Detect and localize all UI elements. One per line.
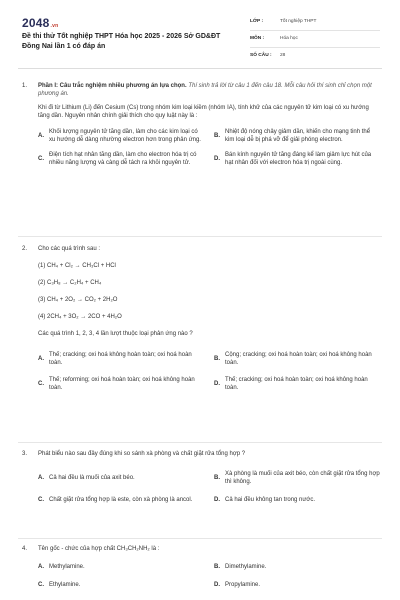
option-a[interactable]	[38, 351, 204, 367]
option-letter: A.	[38, 564, 44, 571]
option-text: Cả hai đều là muối của axit béo.	[49, 475, 135, 482]
option-c[interactable]	[38, 376, 204, 392]
part-heading	[38, 82, 380, 98]
option-text: Chất giặt rửa tổng hợp là este, còn xà phòng là ancol.	[49, 497, 193, 504]
site-logo[interactable]	[22, 15, 58, 31]
meta-row-class	[250, 14, 380, 31]
option-text: Thế; reforming; oxi hoá hoàn toàn; oxi hoá không hoàn toàn.	[49, 376, 195, 391]
meta-value: Hóa học	[280, 35, 298, 41]
option-b[interactable]	[214, 351, 380, 367]
answer-options	[38, 351, 380, 392]
option-letter: C.	[38, 582, 44, 589]
option-letter: A.	[38, 133, 44, 140]
option-a[interactable]	[38, 563, 204, 571]
meta-key: MÔN :	[250, 35, 265, 41]
question-1	[22, 82, 380, 167]
question-stem: Phát biểu nào sau đây đúng khi so sánh xà phòng và chất giặt rửa tổng hợp ?	[38, 451, 246, 457]
meta-value: 28	[280, 53, 286, 59]
option-b[interactable]	[214, 128, 380, 144]
question-prompt: Các quá trình 1, 2, 3, 4 lần lượt thuộc loại phản ứng nào ?	[38, 331, 193, 338]
logo-sub: .vn	[50, 23, 59, 29]
header-divider	[18, 68, 382, 69]
meta-key: LỚP :	[250, 18, 264, 24]
option-text: Propylamine.	[225, 582, 261, 589]
part-title: Phần I: Câu trắc nghiệm nhiều phương án lựa chọn.	[38, 83, 187, 89]
question-number: 3.	[22, 451, 28, 457]
question-stem: Tên gốc - chức của hợp chất CH₃CH₂NH₂ là :	[38, 546, 160, 552]
option-letter: C.	[38, 380, 44, 387]
question-number: 1.	[22, 83, 28, 89]
meta-key: SỐ CÂU :	[250, 53, 272, 59]
question-stem: Cho các quá trình sau :	[38, 246, 101, 252]
option-letter: D.	[214, 497, 220, 504]
part-instructions: Thí sinh trả lời từ câu 1 đến câu 18. Mỗi câu hỏi thí sinh chỉ chọn một phương án.	[38, 83, 372, 98]
option-d[interactable]	[214, 581, 380, 589]
option-text: Thế; cracking; oxi hoá không hoàn toàn; oxi hoá hoàn toàn.	[49, 351, 192, 366]
option-letter: C.	[38, 155, 44, 162]
answer-options	[38, 470, 380, 504]
document-header	[0, 0, 400, 66]
option-text: Điện tích hạt nhân tăng dần, làm cho electron hóa trị có nhiều năng lượng và càng dễ tách ra khỏi nguyên tử.	[49, 151, 197, 166]
option-d[interactable]	[214, 376, 380, 392]
option-b[interactable]	[214, 470, 380, 486]
option-text: Bán kính nguyên tử tăng đáng kể làm giảm lực hút của hạt nhân đối với electron hóa trị ngoài cùng.	[225, 151, 372, 166]
option-letter: A.	[38, 475, 44, 482]
option-text: Ethylamine.	[49, 582, 81, 589]
option-text: Dimethylamine.	[225, 564, 267, 571]
option-letter: D.	[214, 155, 220, 162]
option-d[interactable]	[214, 151, 380, 167]
meta-row-subject	[250, 31, 380, 48]
option-text: Methylamine.	[49, 564, 85, 571]
option-a[interactable]	[38, 128, 204, 144]
reaction-3: (3) CH₄ + 2O₂ → CO₂ + 2H₂O	[38, 297, 118, 304]
question-separator	[18, 538, 382, 539]
option-letter: B.	[214, 564, 220, 571]
option-text: Cộng; cracking; oxi hoá hoàn toàn; oxi hoá không hoàn toàn.	[225, 351, 372, 366]
option-text: Khối lượng nguyên tử tăng dần, làm cho các kim loại có xu hướng dễ dàng nhường electron hơn trong phản ứng.	[49, 129, 201, 144]
exam-meta	[250, 14, 380, 65]
option-letter: A.	[38, 355, 44, 362]
option-text: Cả hai đều không tan trong nước.	[225, 497, 316, 504]
question-2	[22, 245, 380, 392]
question-4	[22, 545, 380, 589]
reaction-2: (2) C₃H₈ → C₂H₄ + CH₄	[38, 280, 102, 287]
logo-main: 2048	[22, 16, 50, 30]
option-letter: D.	[214, 582, 220, 589]
option-letter: B.	[214, 133, 220, 140]
meta-row-count	[250, 48, 380, 65]
question-number: 2.	[22, 246, 28, 252]
question-separator	[18, 236, 382, 237]
question-separator	[18, 442, 382, 443]
reaction-4: (4) 2CH₄ + 3O₂ → 2CO + 4H₂O	[38, 314, 122, 321]
question-3	[22, 450, 380, 504]
reaction-1: (1) CH₄ + Cl₂ → CH₃Cl + HCl	[38, 263, 116, 270]
exam-title: Đề thi thử Tốt nghiệp THPT Hóa học 2025 - 2026 Sở GD&ĐT Đồng Nai lần 1 có đáp án	[22, 33, 221, 51]
option-text: Xà phòng là muối của axit béo, còn chất giặt rửa tổng hợp thì không.	[225, 471, 380, 486]
option-c[interactable]	[38, 496, 204, 504]
meta-value: Tốt nghiệp THPT	[280, 18, 317, 24]
option-letter: D.	[214, 380, 220, 387]
answer-options	[38, 563, 380, 589]
option-letter: B.	[214, 475, 220, 482]
option-c[interactable]	[38, 581, 204, 589]
option-a[interactable]	[38, 470, 204, 486]
option-letter: B.	[214, 355, 220, 362]
option-letter: C.	[38, 497, 44, 504]
option-text: Nhiệt độ nóng chảy giảm dần, khiến cho mạng tinh thể kim loại dễ bị phá vỡ để giải phóng electron.	[225, 129, 371, 144]
option-b[interactable]	[214, 563, 380, 571]
option-c[interactable]	[38, 151, 204, 167]
answer-options	[38, 128, 380, 166]
question-stem: Khi đi từ Lithium (Li) đến Cesium (Cs) trong nhóm kim loại kiềm (nhóm IA), tính khử của các nguyên tử kim loại có xu hướng tăng dần. Nguyên nhân chính giải thích cho quy luật này là :	[38, 105, 369, 120]
option-text: Thế; cracking; oxi hoá hoàn toàn; oxi hoá không hoàn toàn.	[225, 376, 368, 391]
question-number: 4.	[22, 546, 28, 552]
option-d[interactable]	[214, 496, 380, 504]
